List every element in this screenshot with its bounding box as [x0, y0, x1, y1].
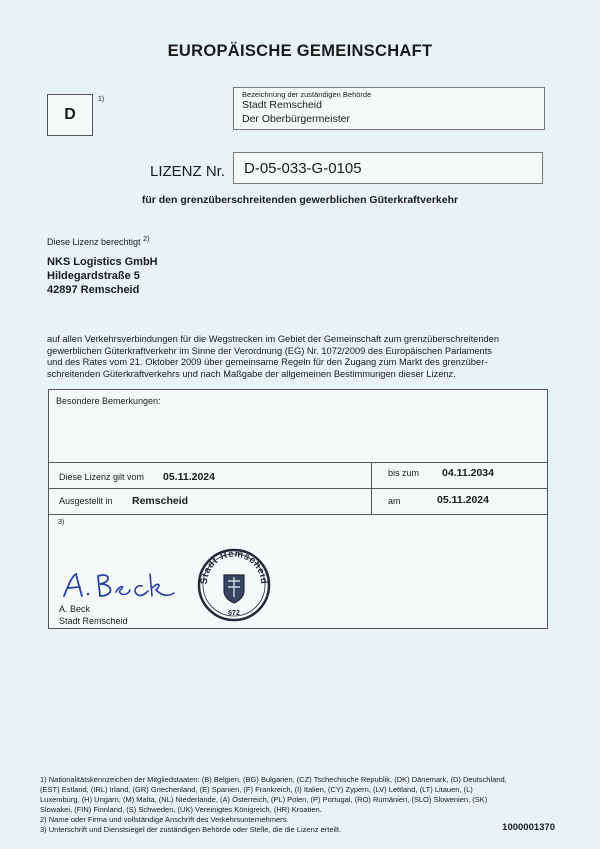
- license-number-box: [233, 152, 543, 184]
- holder-street: Hildegardstraße 5: [47, 270, 140, 282]
- holder-intro-text: Diese Lizenz berechtigt: [47, 237, 141, 247]
- footnote-line: 2) Name oder Firma und vollständige Anschrift des Verkehrsunternehmers.: [40, 815, 289, 824]
- authority-line-2: Der Oberbürgermeister: [242, 113, 350, 125]
- holder-intro: [47, 236, 149, 247]
- scope-line: auf allen Verkehrsverbindungen für die Wegstrecken im Gebiet der Gemeinschaft zum grenzüberschreitenden: [47, 334, 500, 344]
- handwritten-signature: [58, 566, 183, 602]
- country-code: D: [64, 106, 76, 123]
- scope-paragraph: [47, 334, 552, 380]
- footnote-line: 3) Unterschrift und Dienstsiegel der zuständigen Behörde oder Stelle, die die Lizenz erteilt.: [40, 825, 342, 834]
- signatory-name: A. Beck: [59, 604, 91, 614]
- authority-caption: Bezeichnung der zuständigen Behörde: [242, 90, 372, 99]
- document-title: EUROPÄISCHE GEMEINSCHAFT: [167, 42, 433, 60]
- issued-on-value: 05.11.2024: [437, 494, 489, 506]
- signatory-org: Stadt Remscheid: [59, 616, 128, 626]
- serial-number: 1000001370: [502, 822, 555, 833]
- country-code-box: [47, 94, 93, 136]
- authority-box: [233, 87, 545, 130]
- issued-in-value: Remscheid: [132, 495, 189, 507]
- country-footnote-marker: 1): [98, 96, 105, 103]
- footnote-line: 1) Nationalitätskennzeichen der Mitgliedstaaten: (B) Belgien, (BG) Bulgarien, (CZ) Tschechische Republik, (DK) Dänemark, (D) Deutschland,: [40, 775, 507, 784]
- footnote-line: Luxemburg, (H) Ungarn, (M) Malta, (NL) Niederlande, (A) Österreich, (PL) Polen, (P) Portugal, (RO) Rumänien, (SLO) Slowenien, (SK): [40, 795, 488, 804]
- remarks-label: Besondere Bemerkungen:: [56, 396, 161, 406]
- authority-line-1: Stadt Remscheid: [242, 99, 322, 111]
- signature-footnote-marker: 3): [58, 519, 65, 526]
- holder-city: 42897 Remscheid: [47, 284, 140, 296]
- seal-number: 672: [228, 610, 240, 617]
- scope-line: schreitenden Güterkraftverkehrs und nach Maßgabe der allgemeinen Bestimmungen dieser Lizenz.: [47, 368, 456, 379]
- license-subtitle: für den grenzüberschreitenden gewerblichen Güterkraftverkehr: [141, 194, 459, 206]
- seal-text: Stadt Remscheid: [198, 548, 270, 585]
- scope-line: und des Rates vom 21. Oktober 2009 über gemeinsame Regeln für den Zugang zum Markt des grenzüber-: [47, 357, 488, 367]
- license-label: LIZENZ Nr.: [150, 163, 226, 180]
- holder-footnote-marker: 2): [143, 236, 150, 243]
- holder-name: NKS Logistics GmbH: [47, 256, 158, 268]
- valid-from-label: Diese Lizenz gilt vom: [59, 472, 145, 482]
- issued-in-label: Ausgestellt in: [59, 496, 113, 506]
- scope-line: gewerblichen Güterkraftverkehr im Sinne der Verordnung (EG) Nr. 1072/2009 des Europäischen Parlaments: [47, 345, 492, 356]
- valid-to-label: bis zum: [388, 468, 420, 478]
- valid-from-value: 05.11.2024: [163, 471, 215, 483]
- valid-to-value: 04.11.2034: [442, 467, 494, 479]
- issued-on-label: am: [388, 496, 401, 506]
- official-seal: [196, 547, 272, 623]
- footnote-line: (EST) Estland, (IRL) Irland, (GR) Griechenland, (E) Spanien, (F) Frankreich, (I) Italien, (CY) Zypern, (LV) Lettland, (LT) Litauen, (L): [40, 785, 473, 794]
- license-number: D-05-033-G-0105: [244, 160, 362, 177]
- footnotes: [40, 775, 560, 835]
- footnote-line: Slowakei, (FIN) Finnland, (S) Schweden, (UK) Vereinigtes Königreich, (HR) Kroatien.: [40, 805, 322, 814]
